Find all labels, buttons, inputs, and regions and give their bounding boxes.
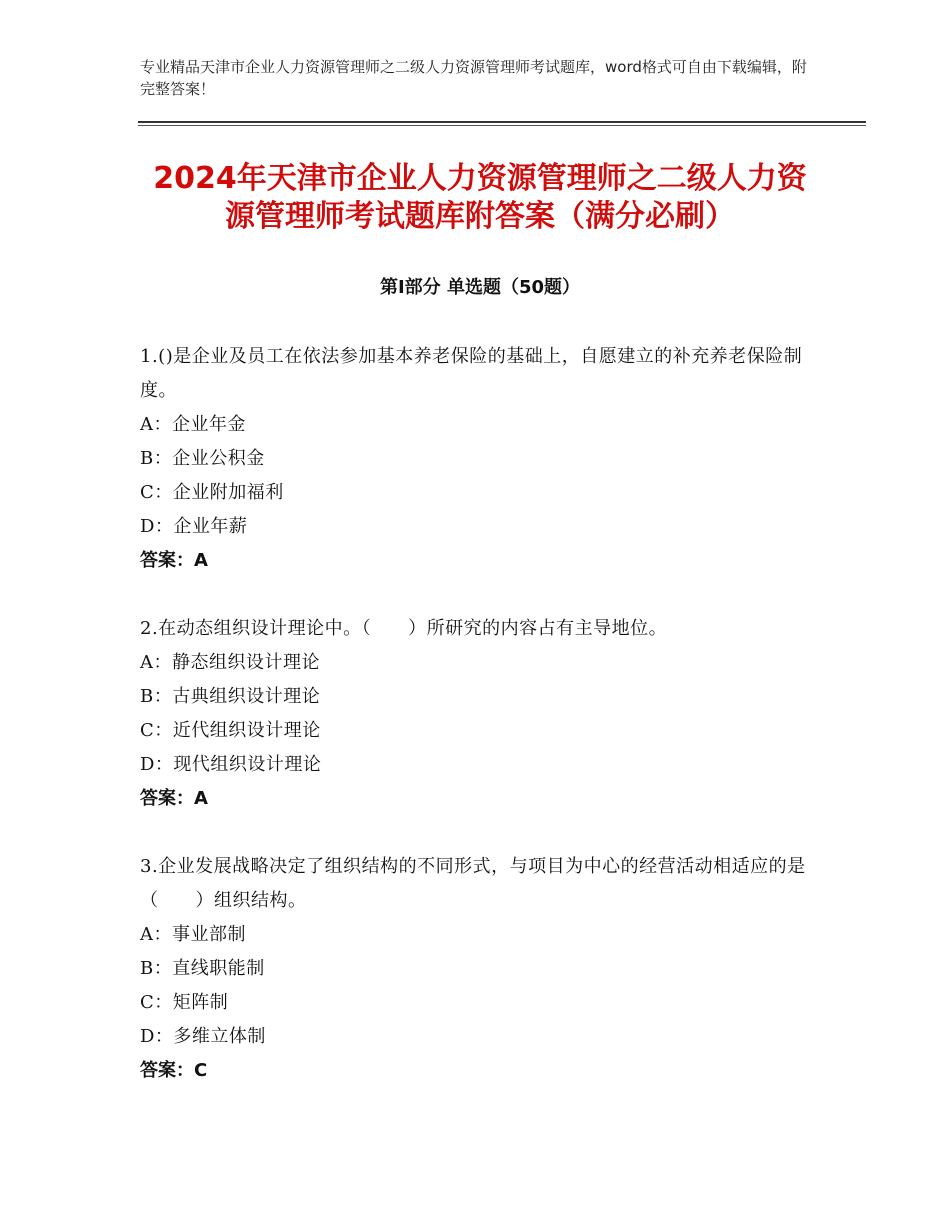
question-1 [140,340,820,578]
question-option-a: A：企业年金 [140,414,246,435]
question-answer: 答案：C [140,1060,208,1081]
question-answer: 答案：A [140,788,208,809]
question-option-a: A：静态组织设计理论 [140,652,320,673]
question-option-c: C：企业附加福利 [140,482,284,503]
question-stem: 2.在动态组织设计理论中。（ ）所研究的内容占有主导地位。 [140,618,668,639]
question-2 [140,612,820,816]
question-list [140,340,820,1122]
question-option-c: C：近代组织设计理论 [140,720,321,741]
header-divider-thin [138,125,866,126]
question-option-a: A：事业部制 [140,924,246,945]
header-divider-thick [138,121,866,123]
question-option-b: B：企业公积金 [140,448,265,469]
question-option-b: B：古典组织设计理论 [140,686,321,707]
question-option-d: D：多维立体制 [140,1026,266,1047]
document-title: 2024年天津市企业人力资源管理师之二级人力资源管理师考试题库附答案（满分必刷） [153,161,807,234]
question-3 [140,850,820,1088]
question-option-d: D：企业年薪 [140,516,248,537]
question-stem: 1.()是企业及员工在依法参加基本养老保险的基础上，自愿建立的补充养老保险制度。 [140,346,803,401]
header-divider [138,121,866,126]
question-option-c: C：矩阵制 [140,992,229,1013]
section-title: 第Ⅰ部分 单选题（50题） [379,277,580,298]
question-stem: 3.企业发展战略决定了组织结构的不同形式，与项目为中心的经营活动相适应的是（ ）组织结构。 [140,856,806,911]
question-option-d: D：现代组织设计理论 [140,754,322,775]
header-note: 专业精品天津市企业人力资源管理师之二级人力资源管理师考试题库，word格式可自由下载编辑，附完整答案！ [140,58,807,98]
question-option-b: B：直线职能制 [140,958,265,979]
question-answer: 答案：A [140,550,208,571]
